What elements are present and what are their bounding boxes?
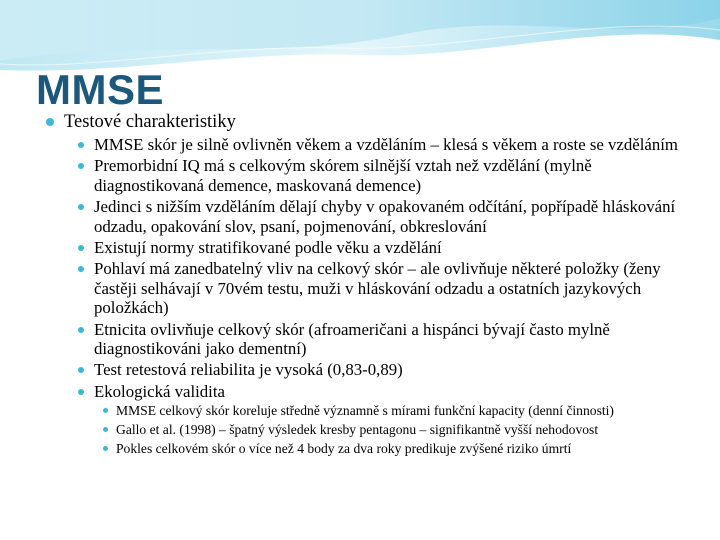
list-item-text: MMSE skór je silně ovlivněn věkem a vzděláním – klesá s věkem a roste se vzděláním [94,135,678,154]
bullet-icon [78,245,84,251]
list-item [44,197,684,236]
list-item-text: Premorbidní IQ má s celkovým skórem silnější vztah než vzdělání (mylně diagnostikovaná demence, maskovaná demence) [94,156,592,195]
list-item-text: Jedinci s nižším vzděláním dělají chyby v opakovaném odčítání, popřípadě hláskování odzadu, opakování slov, psaní, pojmenování, obkreslování [94,197,676,236]
bullet-icon [103,446,108,451]
bullet-icon [78,367,84,373]
bullet-icon [78,389,84,395]
list-item [44,135,684,154]
list-item-text: Ekologická validita [94,381,225,401]
list-item [44,320,684,359]
slide-title: MMSE [36,66,164,113]
bullet-heading [44,112,684,133]
list-item [44,382,684,401]
list-item [44,259,684,317]
sub-list-item [44,422,684,438]
slide-content [44,112,684,460]
sub-list-item-text: MMSE celkový skór koreluje středně významně s mírami funkční kapacity (denní činnosti) [116,403,614,419]
bullet-icon [46,118,54,126]
bullet-icon [78,163,84,169]
sub-list-item [44,441,684,457]
bullet-icon [103,427,108,432]
list-item-text: Existují normy stratifikované podle věku a vzdělání [94,238,442,258]
bullet-icon [78,266,84,272]
list-item [44,156,684,195]
sub-list-item-text: Pokles celkovém skór o více než 4 body za dva roky predikuje zvýšené riziko úmrtí [116,441,572,457]
list-item-text: Test retestová reliabilita je vysoká (0,83-0,89) [94,360,403,380]
list-item-text: Etnicita ovlivňuje celkový skór (afroameričani a hispánci bývají často mylně diagnostikováni jako dementní) [94,319,610,359]
bullet-heading-text: Testové charakteristiky [64,112,236,132]
list-item [44,238,684,257]
sub-list-item [44,403,684,419]
bullet-icon [78,142,84,148]
list-item [44,360,684,379]
bullet-icon [78,327,84,333]
sub-list-item-text: Gallo et al. (1998) – špatný výsledek kresby pentagonu – signifikantně vyšší nehodovost [116,422,599,438]
list-item-text: Pohlaví má zanedbatelný vliv na celkový skór – ale ovlivňuje některé položky (ženy častěji selhávají v 70vém testu, muži v hláskování odzadu a ostatních jazykových položkách) [94,259,661,318]
bullet-icon [103,408,108,413]
bullet-icon [78,204,84,210]
